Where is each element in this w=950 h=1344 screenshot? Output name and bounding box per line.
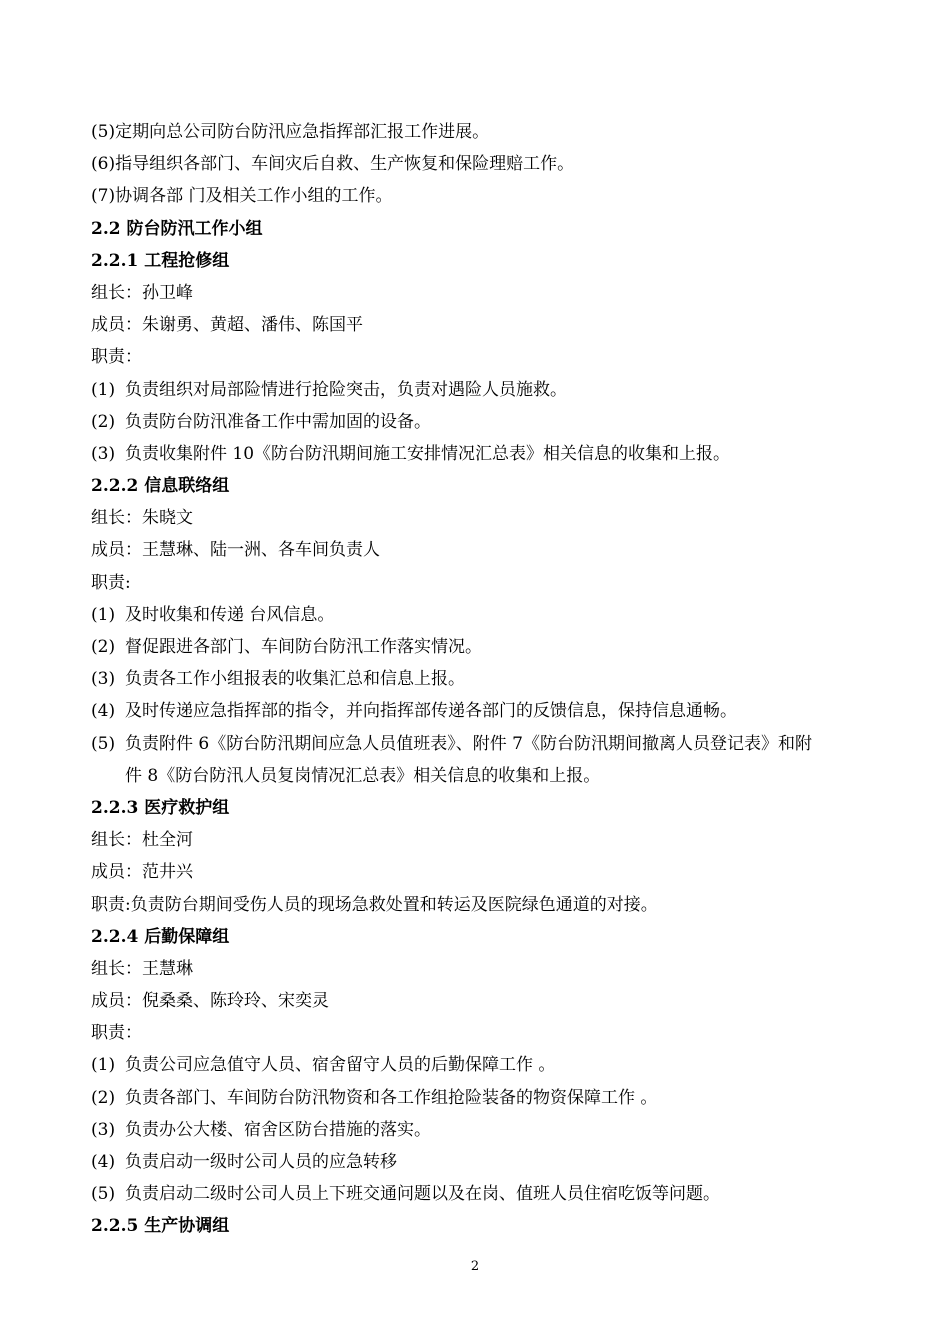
list-item-text: 及时传递应急指挥部的指令，并向指挥部传递各部门的反馈信息，保持信息通畅。 <box>125 701 737 722</box>
list-item <box>91 631 871 663</box>
paragraph: 职责： <box>91 1023 142 1044</box>
paragraph: 成员：王慧琳、陆一洲、各车间负责人 <box>91 540 380 561</box>
paragraph: (5)定期向总公司防台防汛应急指挥部汇报工作进展。 <box>91 122 490 142</box>
list-item <box>91 1178 871 1210</box>
list-item <box>91 663 871 695</box>
list-item <box>91 1049 871 1081</box>
paragraph: 组长：王慧琳 <box>91 958 193 979</box>
list-item <box>91 695 871 727</box>
section-heading: 2.2.5 生产协调组 <box>91 1216 230 1237</box>
list-item-text: 负责启动一级时公司人员的应急转移 <box>125 1152 397 1172</box>
list-item-text: 负责启动二级时公司人员上下班交通问题以及在岗、值班人员住宿吃饭等问题。 <box>125 1184 720 1205</box>
list-item-text: 负责收集附件 10《防台防汛期间施工安排情况汇总表》相关信息的收集和上报。 <box>125 443 731 464</box>
list-item-number: (4) <box>91 701 116 722</box>
paragraph: (7)协调各部 门及相关工作小组的工作。 <box>91 186 393 207</box>
list-item-text: 负责组织对局部险情进行抢险突击，负责对遇险人员施救。 <box>125 379 567 400</box>
list-item <box>91 599 871 631</box>
paragraph: 成员：范井兴 <box>91 862 193 883</box>
list-item <box>91 728 871 760</box>
list-item-number: (2) <box>91 1087 116 1108</box>
list-item-text: 负责公司应急值守人员、宿舍留守人员的后勤保障工作 。 <box>125 1055 556 1076</box>
list-item <box>91 1082 871 1114</box>
list-item <box>91 406 871 438</box>
paragraph: 成员：朱谢勇、黄超、潘伟、陈国平 <box>91 315 363 336</box>
paragraph: 职责： <box>91 347 142 368</box>
list-item-text: 负责各部门、车间防台防汛物资和各工作组抢险装备的物资保障工作 。 <box>125 1087 658 1108</box>
list-item-number: (1) <box>91 1055 116 1076</box>
section-heading: 2.2.4 后勤保障组 <box>91 926 230 947</box>
list-item-text: 督促跟进各部门、车间防台防汛工作落实情况。 <box>125 637 482 657</box>
list-item-number: (3) <box>91 443 116 464</box>
paragraph: 职责: <box>91 572 131 593</box>
list-item-number: (2) <box>91 637 116 657</box>
list-item-number: (1) <box>91 379 116 400</box>
section-heading: 2.2.1 工程抢修组 <box>91 250 230 271</box>
list-item-text: 负责办公大楼、宿舍区防台措施的落实。 <box>125 1119 431 1140</box>
paragraph: 组长：孙卫峰 <box>91 282 193 303</box>
paragraph: 组长：朱晓文 <box>91 508 193 529</box>
section-heading: 2.2 防台防汛工作小组 <box>91 218 263 239</box>
list-item-text: 负责附件 6《防台防汛期间应急人员值班表》、附件 7《防台防汛期间撤离人员登记表》和附 <box>125 733 812 754</box>
list-item-text: 及时收集和传递 台风信息。 <box>125 604 335 625</box>
list-item-number: (1) <box>91 604 116 625</box>
list-item <box>91 1146 871 1178</box>
list-item <box>91 438 871 470</box>
section-heading: 2.2.2 信息联络组 <box>91 476 230 497</box>
list-item-number: (2) <box>91 411 116 432</box>
list-item-text: 负责防台防汛准备工作中需加固的设备。 <box>125 411 431 432</box>
list-item-text: 负责各工作小组报表的收集汇总和信息上报。 <box>125 669 465 690</box>
paragraph: 职责:负责防台期间受伤人员的现场急救处置和转运及医院绿色通道的对接。 <box>91 894 658 915</box>
list-item-number: (5) <box>91 733 116 754</box>
document-body <box>91 116 871 1243</box>
paragraph: (6)指导组织各部门、车间灾后自救、生产恢复和保险理赔工作。 <box>91 154 575 175</box>
list-item <box>91 1114 871 1146</box>
list-item-continuation: 件 8《防台防汛人员复岗情况汇总表》相关信息的收集和上报。 <box>125 765 601 786</box>
paragraph: 成员：倪桑桑、陈玲玲、宋奕灵 <box>91 991 329 1012</box>
section-heading: 2.2.3 医疗救护组 <box>91 797 230 818</box>
list-item-number: (3) <box>91 669 116 690</box>
list-item-number: (5) <box>91 1184 116 1205</box>
list-item-number: (3) <box>91 1119 116 1140</box>
list-item <box>91 374 871 406</box>
list-item-number: (4) <box>91 1152 116 1172</box>
paragraph: 组长：杜全河 <box>91 830 193 851</box>
page-number: 2 <box>470 1259 480 1274</box>
